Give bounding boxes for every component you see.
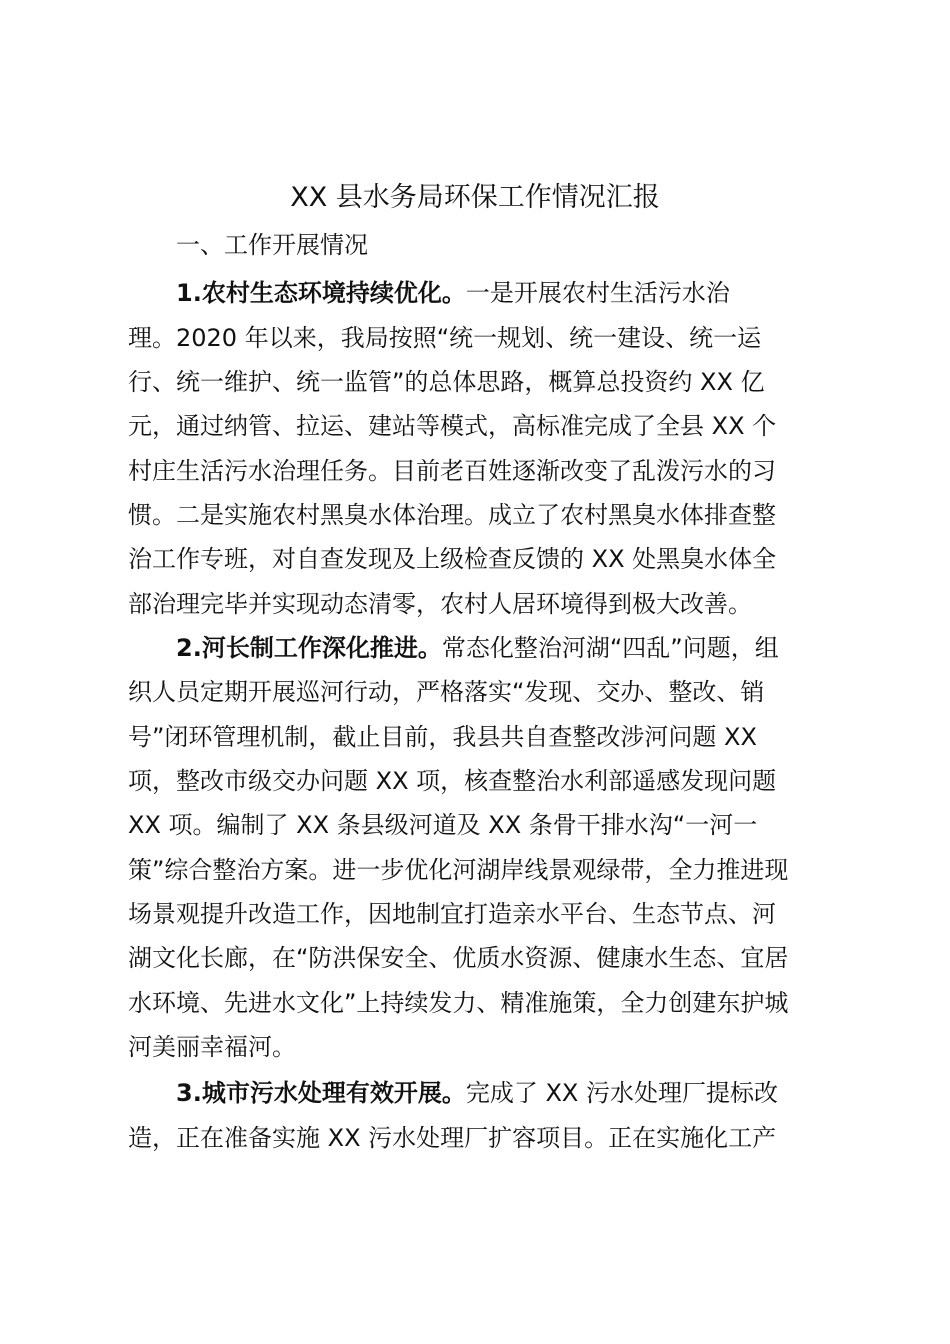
paragraph-1-line: 部治理完毕并实现动态清零，农村人居环境得到极大改善。 — [128, 590, 752, 618]
paragraph-1-line: 惯。二是实施农村黑臭水体治理。成立了农村黑臭水体排查整 — [128, 501, 776, 529]
paragraph-1-line-1 — [176, 275, 730, 311]
paragraph-2-line: 项，整改市级交办问题 XX 项，核查整治水利部遥感发现问题 — [128, 767, 777, 795]
paragraph-2-line: 号”闭环管理机制，截止目前，我县共自查整改涉河问题 XX — [128, 723, 757, 751]
paragraph-1-line: 行、统一维护、统一监管”的总体思路，概算总投资约 XX 亿 — [128, 368, 765, 396]
paragraph-1-line: 村庄生活污水治理任务。目前老百姓逐渐改变了乱泼污水的习 — [128, 457, 776, 485]
paragraph-2-line: 水环境、先进水文化”上持续发力、精准施策，全力创建东护城 — [128, 989, 789, 1017]
paragraph-1-line: 治工作专班，对自查发现及上级检查反馈的 XX 处黑臭水体全 — [128, 545, 777, 573]
paragraph-3-line-1 — [176, 1075, 778, 1111]
paragraph-2-heading: 2.河长制工作深化推进。 — [176, 634, 442, 662]
paragraph-text: 完成了 XX 污水处理厂提标改 — [465, 1079, 778, 1107]
paragraph-1-heading: 1.农村生态环境持续优化。 — [176, 279, 466, 307]
paragraph-2-line-1 — [176, 630, 779, 666]
paragraph-2-line: 织人员定期开展巡河行动，严格落实“发现、交办、整改、销 — [128, 678, 765, 706]
paragraph-2-line: XX 项。编制了 XX 条县级河道及 XX 条骨干排水沟“一河一 — [128, 811, 758, 839]
paragraph-2-line: 湖文化长廊，在“防洪保安全、优质水资源、健康水生态、宜居 — [128, 944, 789, 972]
paragraph-text: 常态化整治河湖“四乱”问题，组 — [441, 634, 779, 662]
section-heading: 一、工作开展情况 — [176, 231, 368, 259]
paragraph-1-line: 元，通过纳管、拉运、建站等模式，高标准完成了全县 XX 个 — [128, 412, 777, 440]
paragraph-2-line: 策”综合整治方案。进一步优化河湖岸线景观绿带，全力推进现 — [128, 856, 789, 884]
paragraph-2-line: 河美丽幸福河。 — [128, 1033, 296, 1061]
paragraph-text: 一是开展农村生活污水治 — [465, 279, 730, 307]
paragraph-3-line: 造，正在准备实施 XX 污水处理厂扩容项目。正在实施化工产 — [128, 1124, 777, 1152]
paragraph-1-line: 理。2020 年以来，我局按照“统一规划、统一建设、统一运 — [128, 324, 762, 352]
document-title: XX 县水务局环保工作情况汇报 — [290, 182, 660, 213]
paragraph-2-line: 场景观提升改造工作，因地制宜打造亲水平台、生态节点、河 — [128, 900, 776, 928]
paragraph-3-heading: 3.城市污水处理有效开展。 — [176, 1079, 466, 1107]
